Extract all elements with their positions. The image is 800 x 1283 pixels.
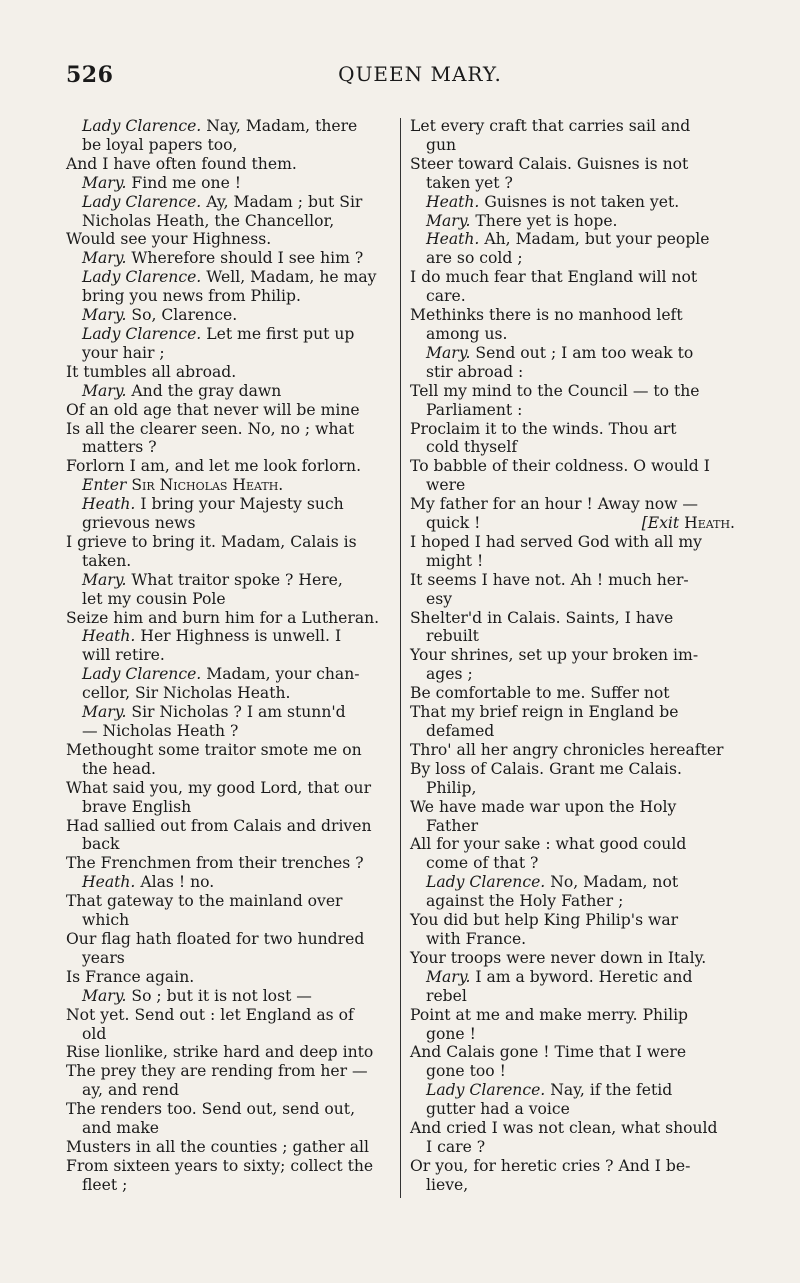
character-name: Heath.	[684, 514, 735, 533]
verse-text: Alas ! no.	[140, 873, 215, 892]
verse-continuation: rebuilt	[426, 627, 479, 646]
speech-line	[66, 703, 391, 722]
speaker-name: Lady Clarence.	[82, 665, 202, 684]
speech-line	[410, 230, 735, 249]
verse-line: It tumbles all abroad.	[66, 362, 237, 381]
verse-line: Let every craft that carries sail and	[410, 117, 691, 135]
verse-continuation: the head.	[82, 759, 157, 778]
verse-text: No, Madam, not	[550, 873, 679, 892]
speaker-name: Mary.	[426, 967, 471, 986]
verse-line: By loss of Calais. Grant me Calais.	[410, 759, 682, 778]
speech-line	[66, 495, 391, 514]
verse-continuation: against the Holy Father ;	[426, 892, 624, 911]
verse-continuation: will retire.	[82, 646, 165, 665]
verse-text: What traitor spoke ? Here,	[131, 570, 343, 589]
verse-continuation: grievous news	[82, 514, 196, 533]
verse-line: Not yet. Send out : let England as of	[66, 1005, 354, 1024]
speaker-name: Mary.	[82, 306, 127, 325]
verse-line: Forlorn I am, and let me look forlorn.	[66, 457, 362, 476]
verse-continuation: — Nicholas Heath ?	[82, 722, 239, 740]
speaker-name: Mary.	[82, 570, 127, 589]
verse-continuation: lieve,	[426, 1175, 469, 1194]
speaker-name: Mary.	[82, 381, 127, 400]
verse-text: Let me first put up	[206, 324, 355, 343]
speaker-name: Lady Clarence.	[82, 268, 202, 287]
verse-line: And I have often found them.	[66, 154, 297, 173]
speech-line	[410, 193, 735, 212]
verse-line: Rise lionlike, strike hard and deep into	[66, 1043, 374, 1062]
speaker-name: Heath.	[82, 627, 136, 646]
verse-text: Well, Madam, he may	[206, 268, 377, 287]
speech-line	[66, 665, 391, 684]
speaker-name: Mary.	[82, 173, 127, 192]
verse-line: Would see your Highness.	[66, 230, 272, 249]
verse-line: Of an old age that never will be mine	[66, 400, 360, 419]
verse-continuation: let my cousin Pole	[82, 589, 226, 608]
verse-line: Be comfortable to me. Suffer not	[410, 684, 670, 703]
verse-text: And the gray dawn	[131, 381, 282, 400]
verse-text: Nay, Madam, there	[206, 117, 358, 135]
verse-line: And cried I was not clean, what should	[410, 1119, 718, 1138]
verse-continuation: your hair ;	[82, 343, 165, 362]
speech-line	[66, 987, 391, 1006]
verse-line: Your shrines, set up your broken im-	[410, 646, 699, 665]
verse-line: My father for an hour ! Away now —	[410, 495, 699, 514]
verse-text: Her Highness is unwell. I	[140, 627, 342, 646]
verse-continuation: cold thyself	[426, 438, 518, 457]
verse-line: We have made war upon the Holy	[410, 797, 677, 816]
verse-line: The Frenchmen from their trenches ?	[66, 854, 364, 873]
verse-line: Is all the clearer seen. No, no ; what	[66, 419, 355, 438]
verse-line: Musters in all the counties ; gather all	[66, 1137, 369, 1156]
verse-text: Wherefore should I see him ?	[131, 249, 364, 268]
verse-continuation: which	[82, 911, 130, 930]
verse-line: Or you, for heretic cries ? And I be-	[410, 1156, 691, 1175]
column-divider	[400, 118, 401, 1198]
verse-line: Proclaim it to the winds. Thou art	[410, 419, 677, 438]
speaker-name: Lady Clarence.	[426, 1081, 546, 1100]
speech-line	[66, 873, 391, 892]
verse-continuation: old	[82, 1024, 107, 1043]
speaker-name: Mary.	[82, 249, 127, 268]
stage-direction	[66, 476, 391, 495]
verse-text: Ah, Madam, but your people	[484, 230, 710, 249]
speaker-name: Mary.	[426, 343, 471, 362]
speech-line	[66, 306, 391, 325]
verse-continuation: cellor, Sir Nicholas Heath.	[82, 684, 291, 703]
verse-line: All for your sake : what good could	[410, 835, 687, 854]
verse-line: Point at me and make merry. Philip	[410, 1005, 689, 1024]
speech-line	[66, 117, 391, 136]
verse-continuation: gutter had a voice	[426, 1100, 570, 1119]
verse-line: Your troops were never down in Italy.	[410, 948, 707, 967]
verse-line: The prey they are rending from her —	[66, 1062, 368, 1081]
verse-text: quick !	[426, 514, 481, 533]
verse-continuation: be loyal papers too,	[82, 135, 238, 154]
speaker-name: Heath.	[426, 230, 480, 249]
running-title: QUEEN MARY.	[338, 62, 502, 86]
verse-continuation: care.	[426, 287, 466, 306]
verse-continuation: come of that ?	[426, 854, 539, 873]
verse-text: Sir Nicholas ? I am stunn'd	[131, 703, 346, 722]
verse-text: So, Clarence.	[131, 306, 238, 325]
verse-continuation: bring you news from Philip.	[82, 287, 301, 306]
verse-continuation: defamed	[426, 722, 495, 740]
speaker-name: Lady Clarence.	[426, 873, 546, 892]
speaker-name: Mary.	[426, 211, 471, 230]
speaker-name: Heath.	[426, 192, 480, 211]
verse-line: Had sallied out from Calais and driven	[66, 816, 372, 835]
verse-text: Find me one !	[131, 173, 242, 192]
page-number: 526	[66, 62, 114, 88]
speaker-name: Lady Clarence.	[82, 324, 202, 343]
verse-continuation: Nicholas Heath, the Chancellor,	[82, 211, 335, 230]
speech-line	[66, 193, 391, 212]
verse-continuation: stir abroad :	[426, 362, 524, 381]
verse-line: I hoped I had served God with all my	[410, 532, 702, 551]
verse-text: Ay, Madam ; but Sir	[206, 192, 363, 211]
verse-continuation: matters ?	[82, 438, 157, 457]
verse-continuation: gone !	[426, 1024, 476, 1043]
stage-word: Enter	[82, 476, 127, 495]
verse-text: Madam, your chan-	[206, 665, 360, 684]
verse-continuation: Parliament :	[426, 400, 523, 419]
stage-word: [Exit	[641, 514, 680, 533]
verse-text: There yet is hope.	[475, 211, 618, 230]
verse-line: Our flag hath floated for two hundred	[66, 929, 365, 948]
verse-line: Seize him and burn him for a Lutheran.	[66, 608, 380, 627]
speaker-name: Heath.	[82, 495, 136, 514]
verse-line: Thro' all her angry chronicles hereafter	[410, 740, 724, 759]
verse-continuation: ay, and rend	[82, 1081, 179, 1100]
verse-continuation: might !	[426, 551, 484, 570]
verse-line: Shelter'd in Calais. Saints, I have	[410, 608, 674, 627]
verse-continuation: were	[426, 476, 466, 495]
verse-text: Nay, if the fetid	[550, 1081, 673, 1100]
speech-line	[66, 268, 391, 287]
verse-line: Tell my mind to the Council — to the	[410, 381, 700, 400]
verse-text: Send out ; I am too weak to	[475, 343, 694, 362]
verse-continuation: taken.	[82, 551, 132, 570]
verse-continuation: taken yet ?	[426, 173, 513, 192]
left-column	[66, 117, 391, 1195]
right-column	[410, 117, 735, 1195]
verse-continuation: among us.	[426, 324, 508, 343]
speech-line	[66, 382, 391, 401]
verse-line: That my brief reign in England be	[410, 703, 679, 722]
speech-line	[66, 571, 391, 590]
verse-continuation: and make	[82, 1119, 160, 1138]
speaker-name: Lady Clarence.	[82, 192, 202, 211]
verse-line: From sixteen years to sixty; collect the	[66, 1156, 374, 1175]
page-header	[0, 62, 800, 88]
verse-line: The renders too. Send out, send out,	[66, 1100, 356, 1119]
verse-continuation-with-exit	[410, 514, 735, 533]
verse-continuation: esy	[426, 589, 453, 608]
speech-line	[410, 968, 735, 987]
speech-line	[66, 249, 391, 268]
verse-continuation: gun	[426, 135, 457, 154]
verse-line: I grieve to bring it. Madam, Calais is	[66, 532, 357, 551]
verse-continuation: Father	[426, 816, 479, 835]
verse-line: Methinks there is no manhood left	[410, 306, 683, 325]
verse-line: To babble of their coldness. O would I	[410, 457, 710, 476]
speaker-name: Heath.	[82, 873, 136, 892]
verse-line: Is France again.	[66, 967, 195, 986]
verse-continuation: back	[82, 835, 120, 854]
verse-continuation: I care ?	[426, 1137, 486, 1156]
verse-line: Steer toward Calais. Guisnes is not	[410, 154, 689, 173]
verse-continuation: ages ;	[426, 665, 473, 684]
verse-continuation: fleet ;	[82, 1175, 128, 1194]
verse-line: Methought some traitor smote me on	[66, 740, 362, 759]
verse-continuation: gone too !	[426, 1062, 506, 1081]
verse-continuation: rebel	[426, 986, 467, 1005]
speech-line	[410, 344, 735, 363]
verse-line: I do much fear that England will not	[410, 268, 698, 287]
verse-text: Guisnes is not taken yet.	[484, 192, 680, 211]
speech-line	[410, 873, 735, 892]
verse-continuation: years	[82, 948, 125, 967]
speaker-name: Lady Clarence.	[82, 117, 202, 135]
speaker-name: Mary.	[82, 986, 127, 1005]
verse-continuation: are so cold ;	[426, 249, 523, 268]
speech-line	[66, 325, 391, 344]
speech-line	[410, 212, 735, 231]
verse-continuation: brave English	[82, 797, 192, 816]
speech-line	[66, 627, 391, 646]
speech-line	[410, 1081, 735, 1100]
verse-line: You did but help King Philip's war	[410, 911, 679, 930]
verse-line: That gateway to the mainland over	[66, 892, 343, 911]
stage-direction	[642, 514, 735, 533]
verse-continuation: Philip,	[426, 778, 477, 797]
verse-continuation: with France.	[426, 929, 527, 948]
speech-line	[66, 174, 391, 193]
verse-text: So ; but it is not lost —	[131, 986, 312, 1005]
verse-text: I am a byword. Heretic and	[475, 967, 693, 986]
speaker-name: Mary.	[82, 703, 127, 722]
verse-text: I bring your Majesty such	[140, 495, 344, 514]
character-name: Sir Nicholas Heath.	[131, 476, 284, 495]
verse-line: And Calais gone ! Time that I were	[410, 1043, 687, 1062]
verse-line: It seems I have not. Ah ! much her-	[410, 570, 689, 589]
verse-line: What said you, my good Lord, that our	[66, 778, 372, 797]
